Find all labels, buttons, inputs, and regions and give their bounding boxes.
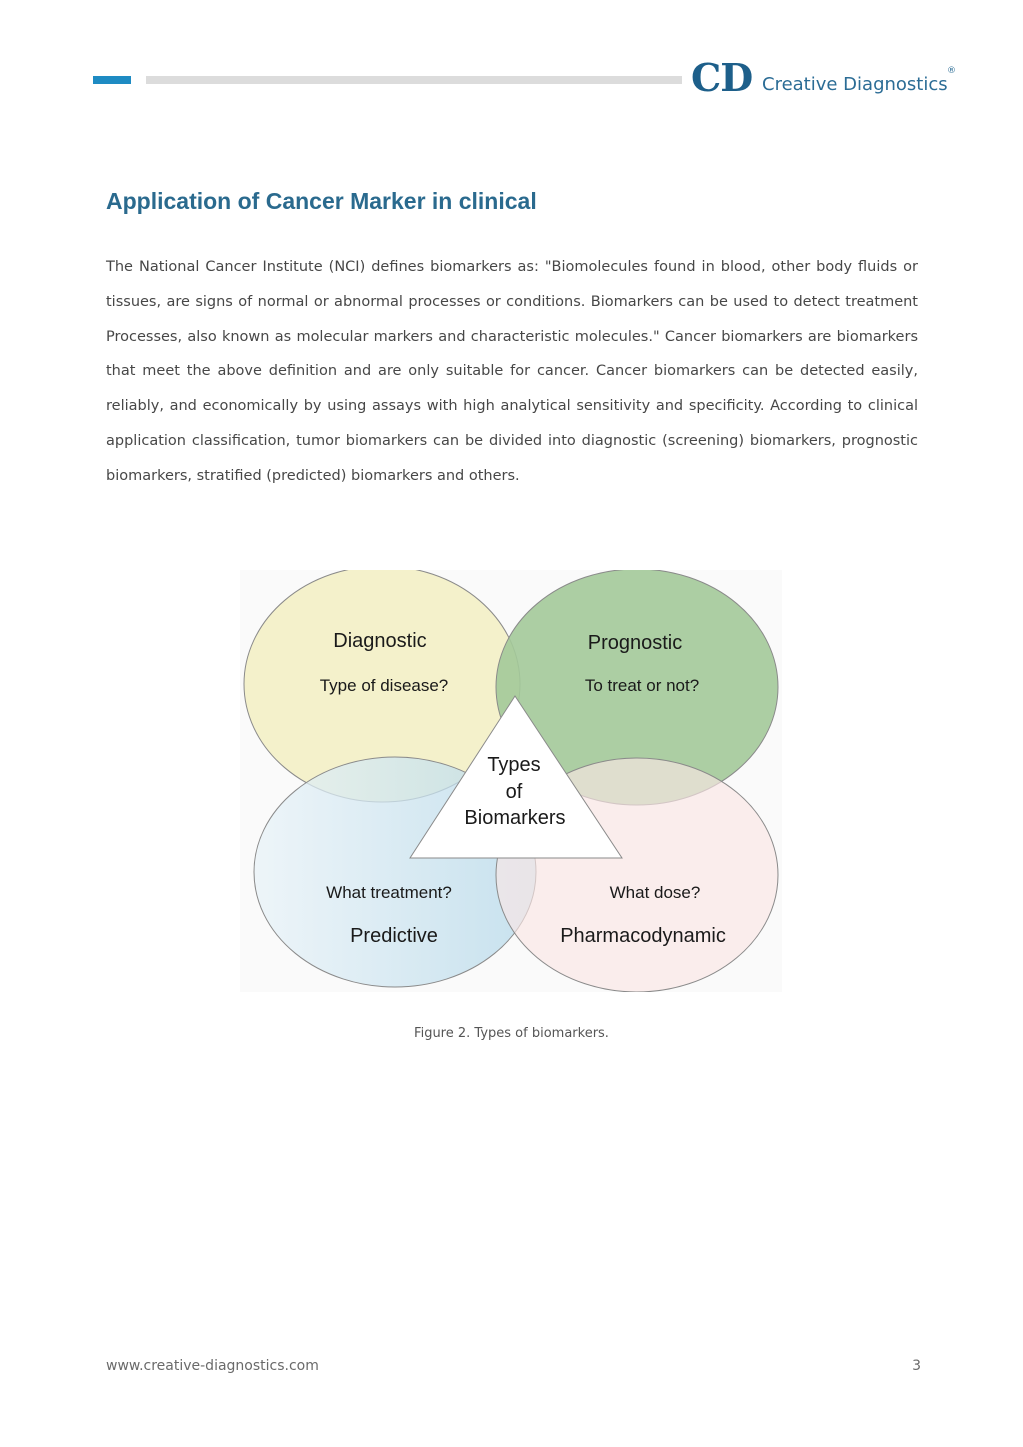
page-number: 3: [912, 1358, 921, 1374]
center-label-line1: Types: [487, 754, 541, 776]
brand-mark: CD: [691, 55, 753, 100]
center-label-line2: of: [505, 781, 523, 803]
predictive-question: What treatment?: [326, 883, 452, 902]
center-label-line3: Biomarkers: [464, 807, 566, 829]
figure-caption: Figure 2. Types of biomarkers.: [414, 1026, 609, 1041]
page-title: Application of Cancer Marker in clinical: [106, 188, 537, 214]
prognostic-question: To treat or not?: [584, 676, 700, 695]
body-paragraph: The National Cancer Institute (NCI) defines biomarkers as: "Biomolecules found in blood, other body fluids or tissues, are signs of normal or abnormal processes or conditions. Biomarkers can be used to detect treatment Processes, also known as molecular markers and characteristic molecules." Cancer biomarkers are biomarkers that meet the above definition and are only suitable for cancer. Cancer biomarkers can be detected easily, reliably, and economically by using assays with high analytical sensitivity and specificity. According to clinical application classification, tumor biomarkers can be divided into diagnostic (screening) biomarkers, prognostic biomarkers, stratified (predicted) biomarkers and others.: [106, 259, 918, 484]
header-accent-bar: [93, 76, 131, 84]
footer-url[interactable]: www.creative-diagnostics.com: [106, 1358, 319, 1374]
predictive-title: Predictive: [350, 925, 438, 947]
pharmacodynamic-question: What dose?: [609, 883, 701, 902]
diagnostic-question: Type of disease?: [319, 676, 449, 695]
prognostic-title: Prognostic: [587, 632, 683, 654]
pharmacodynamic-title: Pharmacodynamic: [560, 925, 726, 947]
brand-name: Creative Diagnostics: [762, 74, 948, 95]
venn-diagram: [240, 570, 782, 992]
registered-mark: ®: [947, 66, 956, 76]
biomarker-venn-figure: [240, 570, 782, 992]
header-divider-bar: [146, 76, 682, 84]
diagnostic-title: Diagnostic: [333, 630, 427, 652]
